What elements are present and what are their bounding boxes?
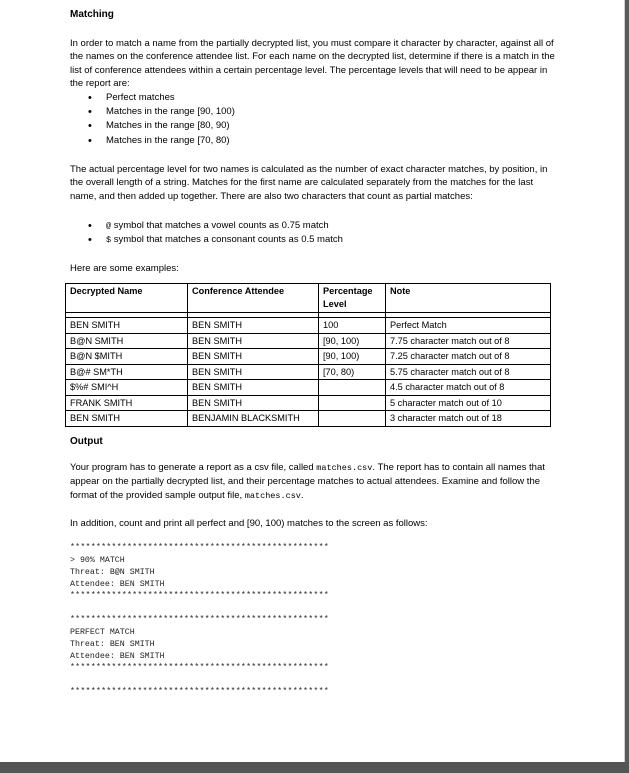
table-cell: BEN SMITH	[188, 364, 319, 380]
stars-line: **************************************************	[70, 615, 329, 624]
table-cell: BEN SMITH	[66, 411, 188, 427]
matching-heading: Matching	[70, 9, 114, 20]
csv-filename: matches.csv	[244, 490, 301, 501]
table-cell: BEN SMITH	[188, 395, 319, 411]
matching-intro: In order to match a name from the partially decrypted list, you must compare it character by character, against all of the names on the conference attendee list. For each name on the decrypted list, determine if there is a match in the list of conference attendees within a certain percentage level. The percentage levels that will need to be appear in the report are:	[70, 38, 555, 90]
table-cell: 7.25 character match out of 8	[386, 349, 551, 365]
table-row	[66, 411, 551, 427]
examples-table	[65, 283, 551, 427]
partial-symbol: @	[106, 221, 112, 231]
table-cell: 100	[319, 318, 386, 334]
table-cell	[319, 411, 386, 427]
table-cell	[319, 380, 386, 396]
table-cell: FRANK SMITH	[66, 395, 188, 411]
list-item: • Matches in the range [90, 100)	[88, 105, 235, 119]
output-heading: Output	[70, 436, 103, 447]
table-row	[66, 395, 551, 411]
table-cell: 4.5 character match out of 8	[386, 380, 551, 396]
header-cell: Conference Attendee	[188, 284, 319, 313]
table-cell: BENJAMIN BLACKSMITH	[188, 411, 319, 427]
table-row	[66, 318, 551, 334]
levels-list	[88, 91, 235, 148]
calc-paragraph: The actual percentage level for two names is calculated as the number of exact character matches, by position, in the overall length of a string. Matches for the first name are calculated separately from the matches for the last name, and then added up together. There are also two characters that count as partial matches:	[70, 164, 548, 202]
table-cell: B@N $MITH	[66, 349, 188, 365]
table-cell: BEN SMITH	[188, 349, 319, 365]
table-cell	[319, 395, 386, 411]
list-item: • Perfect matches	[88, 91, 235, 105]
list-item: • Matches in the range [80, 90)	[88, 119, 235, 133]
partials-list	[88, 219, 343, 247]
stars-line: **************************************************	[70, 687, 329, 696]
header-cell: Percentage Level	[319, 284, 386, 313]
code-line: Threat: BEN SMITH	[70, 640, 155, 649]
list-item	[88, 219, 343, 233]
table-row	[66, 333, 551, 349]
examples-label: Here are some examples:	[70, 263, 179, 274]
table-cell: BEN SMITH	[66, 318, 188, 334]
table-cell: Perfect Match	[386, 318, 551, 334]
table-cell: $%# SMI^H	[66, 380, 188, 396]
stars-line: **************************************************	[70, 543, 329, 552]
code-line: Attendee: BEN SMITH	[70, 580, 165, 589]
table-cell: 5.75 character match out of 8	[386, 364, 551, 380]
partial-text: symbol that matches a consonant counts as 0.5 match	[111, 234, 343, 246]
table-cell: 7.75 character match out of 8	[386, 333, 551, 349]
table-cell: BEN SMITH	[188, 380, 319, 396]
output-paragraph	[70, 461, 560, 503]
table-row	[66, 364, 551, 380]
list-item	[88, 233, 343, 247]
code-line: > 90% MATCH	[70, 556, 125, 565]
code-line: Attendee: BEN SMITH	[70, 652, 165, 661]
table-row	[66, 380, 551, 396]
table-cell: BEN SMITH	[188, 318, 319, 334]
output-text: . The report has to contain all names that appear on the partially decrypted list, and their percentage matches to actual attendees. Examine and follow the format of the provided sample output file,	[70, 462, 545, 501]
table-header-row	[66, 284, 551, 313]
stars-line: **************************************************	[70, 591, 329, 600]
output-text: Your program has to generate a report as a csv file, called	[70, 462, 317, 473]
list-item: • Matches in the range [70, 80)	[88, 134, 235, 148]
table-row	[66, 349, 551, 365]
table-cell: B@# SM*TH	[66, 364, 188, 380]
partial-text: symbol that matches a vowel counts as 0.75 match	[111, 220, 329, 231]
table-cell: [90, 100)	[319, 349, 386, 365]
output-print-paragraph: In addition, count and print all perfect and [90, 100) matches to the screen as follows:	[70, 518, 428, 529]
code-line: Threat: B@N SMITH	[70, 568, 155, 577]
partial-symbol: $	[106, 235, 112, 246]
output-text: .	[300, 489, 304, 501]
table-cell: [90, 100)	[319, 333, 386, 349]
table-cell: 3 character match out of 18	[386, 411, 551, 427]
csv-filename: matches.csv	[316, 463, 373, 473]
table-cell: 5 character match out of 10	[386, 395, 551, 411]
table-cell: BEN SMITH	[188, 333, 319, 349]
table-cell: B@N SMITH	[66, 333, 188, 349]
header-cell: Note	[386, 284, 551, 313]
stars-line: **************************************************	[70, 663, 329, 672]
header-cell: Decrypted Name	[66, 284, 188, 313]
viewer-bottom-bar	[0, 762, 629, 773]
table-cell: [70, 80)	[319, 364, 386, 380]
code-line: PERFECT MATCH	[70, 628, 135, 637]
